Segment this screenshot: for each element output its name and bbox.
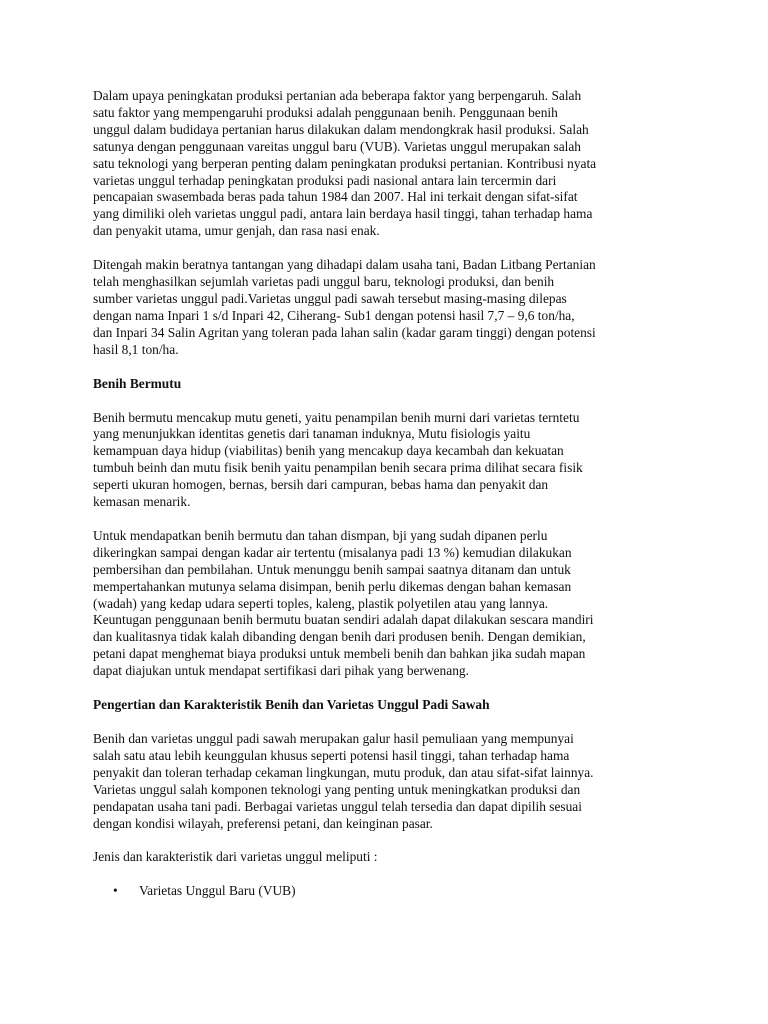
paragraph-intro: Dalam upaya peningkatan produksi pertanian ada beberapa faktor yang berpengaruh. Salah satu faktor yang mempengaruhi produksi adalah penggunaan benih. Penggunaan benih unggul dalam budidaya pertanian harus dilakukan dalam mendongkrak hasil produksi. Salah satunya dengan penggunaan vareitas unggul baru (VUB). Varietas unggul merupakan salah satu teknologi yang berperan penting dalam peningkatan produksi pertanian. Kontribusi nyata varietas unggul terhadap peningkatan produksi padi nasional antara lain tercermin dari pencapaian swasembada beras pada tahun 1984 dan 2007. Hal ini terkait dengan sifat-sifat yang dimiliki oleh varietas unggul padi, antara lain berdaya hasil tinggi, tahan terhadap hama dan penyakit utama, umur genjah, dan rasa nasi enak. [93, 88, 597, 239]
paragraph-litbang: Ditengah makin beratnya tantangan yang dihadapi dalam usaha tani, Badan Litbang Pertanian telah menghasilkan sejumlah varietas padi unggul baru, teknologi produksi, dan benih sumber varietas unggul padi.Varietas unggul padi sawah tersebut masing-masing dilepas dengan nama Inpari 1 s/d Inpari 42, Ciherang- Sub1 dengan potensi hasil 7,7 – 9,6 ton/ha, dan Inpari 34 Salin Agritan yang toleran pada lahan salin (kadar garam tinggi) dengan potensi hasil 8,1 ton/ha. [93, 257, 596, 357]
list-item-label: Varietas Unggul Baru (VUB) [139, 883, 296, 899]
bullet-icon: • [113, 883, 118, 899]
document-page [93, 88, 693, 900]
paragraph-jenis: Jenis dan karakteristik dari varietas unggul meliputi : [93, 849, 378, 865]
bullet-list [93, 883, 693, 900]
heading-pengertian: Pengertian dan Karakteristik Benih dan Varietas Unggul Padi Sawah [93, 697, 490, 713]
paragraph-pengertian: Benih dan varietas unggul padi sawah merupakan galur hasil pemuliaan yang mempunyai salah satu atau lebih keunggulan khusus seperti potensi hasil tinggi, tahan terhadap hama penyakit dan toleran terhadap cekaman lingkungan, mutu produk, dan atau sifat-sifat lainnya. Varietas unggul salah komponen teknologi yang penting untuk meningkatkan produksi dan pendapatan usaha tani padi. Berbagai varietas unggul telah tersedia dan dapat dipilih sesuai dengan kondisi wilayah, preferensi petani, dan keinginan pasar. [93, 731, 594, 831]
heading-benih-bermutu: Benih Bermutu [93, 375, 182, 391]
paragraph-penyimpanan: Untuk mendapatkan benih bermutu dan tahan dismpan, bji yang sudah dipanen perlu dikeringkan sampai dengan kadar air tertentu (misalanya padi 13 %) kemudian dilakukan pembersihan dan pembilahan. Untuk menunggu benih sampai saatnya ditanam dan untuk mempertahankan mutunya selama disimpan, benih perlu dikemas dengan bahan kemasan (wadah) yang kedap udara seperti toples, kaleng, plastik polyetilen atau yang lannya. Keuntugan penggunaan benih bermutu buatan sendiri adalah dapat dilakukan sescara mandiri dan kualitasnya tidak kalah dibanding dengan benih dari produsen benih. Dengan demikian, petani dapat menghemat biaya produksi untuk membeli benih dan bahkan jika sudah mapan dapat diajukan untuk mendapat sertifikasi dari pihak yang berwenang. [93, 527, 594, 679]
paragraph-benih-bermutu: Benih bermutu mencakup mutu geneti, yaitu penampilan benih murni dari varietas terntetu yang menunjukkan identitas genetis dari tanaman induknya, Mutu fisiologis yaitu kemampuan daya hidup (viabilitas) benih yang mencakup daya kecambah dan kekuatan tumbuh beinh dan mutu fisik benih yaitu penampilan benih secara prima dilihat secara fisik seperti ukuran homogen, bernas, bersih dari campuran, bebas hama dan penyakit dan kemasan menarik. [93, 409, 583, 510]
list-item [93, 883, 693, 900]
